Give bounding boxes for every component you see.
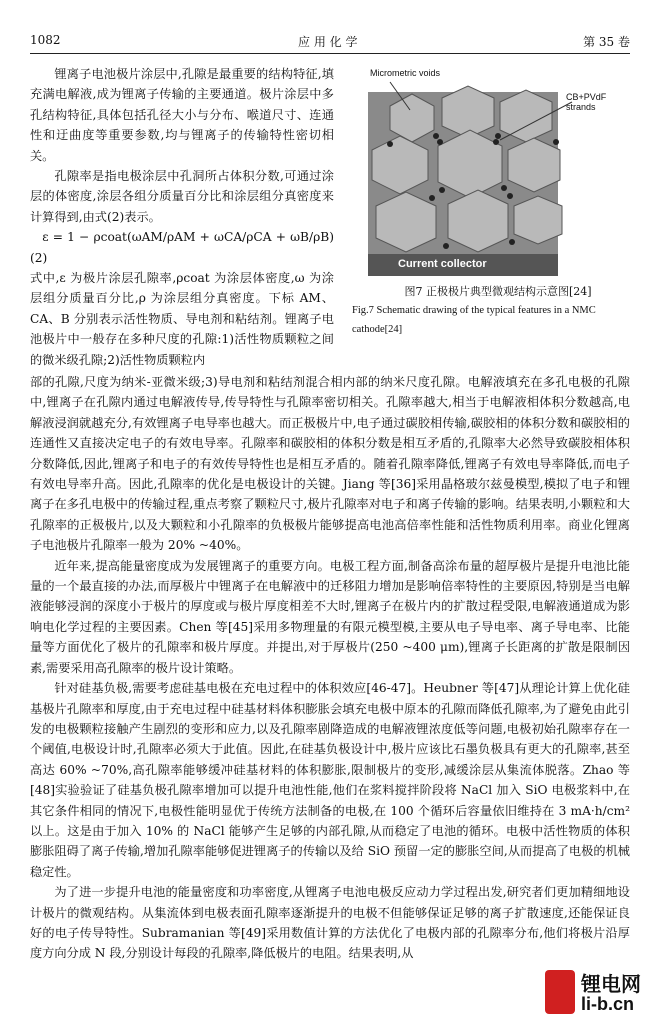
equation-2: ε = 1 − ρcoat(ωAM/ρAM + ωCA/ρCA + ωB/ρB) (2) [30, 230, 334, 265]
li-logo-icon [545, 970, 575, 1014]
label-micrometric-voids: Micrometric voids [370, 68, 441, 78]
label-cb-pvdf-strands: CB+PVdF strands [566, 92, 607, 112]
watermark-url: li-b.cn [581, 994, 634, 1014]
volume-label: 第 35 卷 [583, 35, 630, 49]
paragraph: 式中,ε 为极片涂层孔隙率,ρcoat 为涂层体密度,ω 为涂层组分质量百分比,ρ 为涂层组分真密度。下标 AM、CA、B 分别表示活性物质、导电剂和粘结剂。锂离子电池极片中一般存在多种尺度的孔隙:1)活性物质颗粒之间的微米级孔隙;2)活性物质颗粒内 [30, 271, 334, 367]
body-text [30, 372, 630, 964]
running-header [30, 33, 630, 49]
watermark-brand: 锂电网 [581, 972, 641, 996]
paragraph: 为了进一步提升电池的能量密度和功率密度,从锂离子电池电极反应动力学过程出发,研究者们更加精细地设计极片的微观结构。从集流体到电极表面孔隙率逐渐提升的电极不但能够保证足够的离子扩散速度,还能保证良好的电子传导特性。Subramanian 等[49]采用数值计算的方法优化了电极内部的孔隙率分布,他们将极片沿厚度方向分成 N 段,分别设计每段的孔隙率,降低极片的电阻。结果表明,从 [30, 885, 630, 961]
paragraph: 锂离子电池极片涂层中,孔隙是最重要的结构特征,填充满电解液,成为锂离子传输的主要通道。极片涂层中多孔结构特征,具体包括孔径大小与分布、喉道尺寸、连通性和迂曲度等重要参数,均与锂离子的传输特性密切相关。 [30, 67, 334, 163]
figure-caption-en: Fig.7 Schematic drawing of the typical features in a NMC cathode[24] [352, 305, 596, 335]
paragraph: 针对硅基负极,需要考虑硅基电极在充电过程中的体积效应[46-47]。Heubner 等[47]从理论计算上优化硅基极片孔隙率和厚度,由于充电过程中硅基材料体积膨胀会填充电极中原本的孔隙而降低孔隙率,为了避免由此引发的电极颗粒接触产生剧烈的变形和应力,以及孔隙率剧降造成的电解液锂浓度低等问题,电极初始孔隙率存在一个阈值,电极设计时,孔隙率必须大于此值。因此,在硅基负极设计中,极片应该比石墨负极具有更大的孔隙率,甚至高达 60% ~70%,高孔隙率能够缓冲硅基材料的体积膨胀,限制极片的变形,减缓涂层从集流体脱落。Zhao 等[48]实验验证了硅基负极孔隙率增加可以提升电池性能,他们在浆料搅拌阶段将 NaCl 加入 SiO 电极浆料中,在其它条件相同的情况下,电极性能明显优于传统方法制备的电极,在 100 个循环后容量依旧维持在 3 mA·h/cm² 以上。这是由于加入 10% 的 NaCl 能够产生足够的内部孔隙,从而稳定了电池的循环。电极中活性物质的体积膨胀阻碍了离子传输,增加孔隙率能够促进锂离子的传输以及给 SiO 预留一定的膨胀空间,从而提高了电极的机械稳定性。 [30, 681, 630, 879]
watermark [541, 964, 651, 1020]
page-number: 1082 [30, 33, 61, 47]
paragraph: 孔隙率是指电极涂层中孔洞所占体积分数,可通过涂层的体密度,涂层各组分质量百分比和涂层组分真密度来计算得到,由式(2)表示。 [30, 169, 334, 224]
paragraph: 部的孔隙,尺度为纳米-亚微米级;3)导电剂和粘结剂混合相内部的纳米尺度孔隙。电解液填充在多孔电极的孔隙中,锂离子在孔隙内通过电解液传导,传导特性与孔隙率密切相关。孔隙率越大,相当于电解液相体积分数越高,电解液浸润就越充分,有效锂离子电导率也越大。而正极极片中,电子通过碳胶相传输,碳胶相的体积分数和碳胶相的连通性又直接决定电子的有效电导率。孔隙率和碳胶相的体积分数是相互矛盾的,孔隙率大必然导致碳胶相体积分数降低,因此,锂离子和电子的有效传导特性也是相互矛盾的。随着孔隙率降低,锂离子有效电导率降低,而电子有效电导率升高。因此,孔隙率的优化是电极设计的关键。Jiang 等[36]采用晶格玻尔兹曼模型,模拟了电子和锂离子在多孔电极中的传输过程,重点考察了颗粒尺寸,极片孔隙率对电子和离子传输的影响。结果表明,小颗粒和大孔隙率的正极极片,以及大颗粒和小孔隙率的负极极片能够提高电池高倍率性能和活性物质利用率。商业化锂离子电池极片孔隙率一般为 20% ~40%。 [30, 375, 630, 553]
header-rule [30, 53, 630, 54]
figure-caption-cn: 图7 正极极片典型微观结构示意图[24] [404, 285, 592, 298]
journal-name: 应 用 化 学 [298, 35, 358, 49]
paragraph: 近年来,提高能量密度成为发展锂离子的重要方向。电极工程方面,制备高涂布量的超厚极片是提升电池比能量的一个最直接的办法,而厚极片中锂离子在电解液中的迁移阻力增加是影响倍率特性的主要原因,特别是当电解液能够浸润的深度小于极片的厚度或与极片厚度相差不大时,锂离子在极片内的扩散过程受限,电解液通道成为影响电化学过程的主要因素。Chen 等[45]采用多物理量的有限元模型模,主要从电子导电率、离子导电率、比能量等方面优化了极片的孔隙率和极片厚度。并提出,对于厚极片(250 ~400 μm),锂离子长距离的扩散是限制因素,需要采用高孔隙率的极片设计策略。 [30, 558, 630, 675]
left-column [30, 64, 334, 370]
label-current-collector: Current collector [398, 258, 487, 270]
